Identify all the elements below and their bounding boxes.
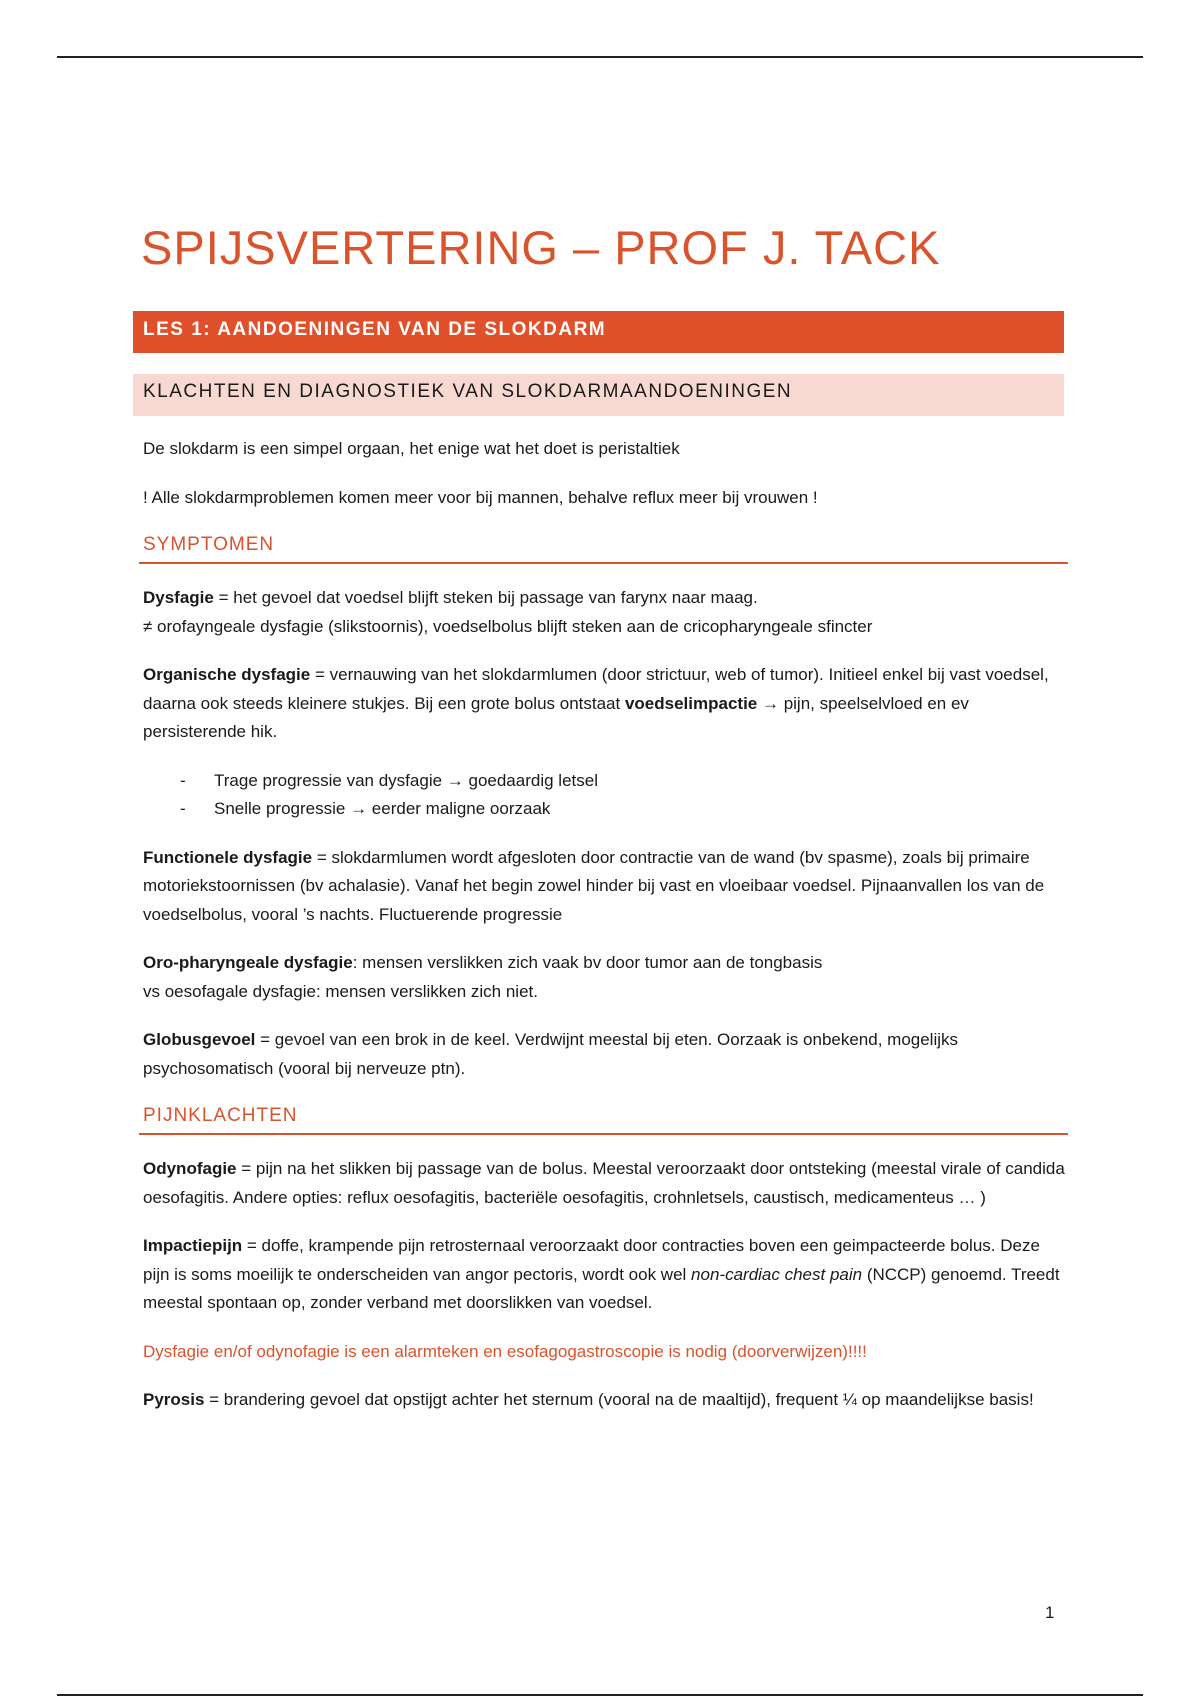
section-heading: KLACHTEN EN DIAGNOSTIEK VAN SLOKDARMAANDOENINGEN bbox=[133, 374, 1064, 416]
pyrosis-paragraph bbox=[143, 1386, 1068, 1415]
page-number: 1 bbox=[1045, 1603, 1055, 1622]
list-item: - Snelle progressie → eerder maligne oorzaak bbox=[180, 799, 551, 818]
italic-term: non-cardiac chest pain bbox=[691, 1264, 863, 1284]
definition: = vernauwing van het slokdarmlumen (door strictuur, web of tumor). Initieel enkel bij vast voedsel, daarna ook steeds kleinere stukjes. Bij een grote bolus ontstaat bbox=[143, 665, 1049, 713]
odynofagie-paragraph bbox=[143, 1155, 1068, 1212]
document-title: SPIJSVERTERING – PROF J. TACK bbox=[141, 221, 941, 274]
term: voedselimpactie bbox=[624, 693, 758, 713]
dysfagie-paragraph bbox=[143, 584, 1068, 641]
subheading-pijnklachten: PIJNKLACHTEN bbox=[139, 1103, 1068, 1135]
term: Dysfagie bbox=[143, 588, 214, 607]
term: Impactiepijn bbox=[143, 1236, 243, 1255]
term: Functionele dysfagie bbox=[143, 847, 313, 867]
oropharyngeale-dysfagie-paragraph bbox=[143, 949, 1068, 1006]
definition: → pijn, speelselvloed en ev persisterende hik. bbox=[143, 693, 969, 741]
note-paragraph: ! Alle slokdarmproblemen komen meer voor bij mannen, behalve reflux meer bij vrouwen ! bbox=[143, 487, 818, 507]
intro-paragraph: De slokdarm is een simpel orgaan, het enige wat het doet is peristaltiek bbox=[143, 439, 680, 458]
list-item-text: Trage progressie van dysfagie → goedaardig letsel bbox=[214, 770, 598, 790]
definition-note: vs oesofagale dysfagie: mensen verslikken zich niet. bbox=[143, 981, 538, 1001]
list-item-text: Snelle progressie → eerder maligne oorzaak bbox=[214, 799, 551, 818]
impactiepijn-paragraph bbox=[143, 1232, 1068, 1318]
definition: = het gevoel dat voedsel blijft steken bij passage van farynx naar maag. bbox=[213, 588, 758, 607]
organische-dysfagie-paragraph bbox=[143, 661, 1068, 747]
term: Odynofagie bbox=[143, 1159, 237, 1178]
bottom-rule bbox=[57, 1694, 1143, 1696]
subheading-symptomen: SYMPTOMEN bbox=[139, 532, 1068, 564]
progression-list bbox=[143, 767, 1068, 824]
top-rule bbox=[57, 56, 1143, 58]
definition: = brandering gevoel dat opstijgt achter het sternum (vooral na de maaltijd), frequent ¼ op maandelijkse basis! bbox=[204, 1390, 1034, 1409]
definition-note: ≠ orofayngeale dysfagie (slikstoornis), voedselbolus blijft steken aan de cricopharyngeale sfincter bbox=[143, 616, 873, 636]
term: Oro-pharyngeale dysfagie bbox=[143, 953, 353, 972]
term: Globusgevoel bbox=[143, 1030, 256, 1049]
definition: (NCCP) genoemd. Treedt meestal spontaan op, zonder verband met doorslikken van voedsel. bbox=[143, 1264, 1060, 1312]
lesson-heading: LES 1: AANDOENINGEN VAN DE SLOKDARM bbox=[133, 311, 1064, 353]
term: Organische dysfagie bbox=[143, 665, 311, 684]
definition: = pijn na het slikken bij passage van de bolus. Meestal veroorzaakt door ontsteking (meestal virale of candida oesofagitis. Andere opties: reflux oesofagitis, bacteriële oesofagitis, crohnletsels, caustisch, medicamenteus … ) bbox=[143, 1159, 1065, 1207]
list-item: - Trage progressie van dysfagie → goedaardig letsel bbox=[180, 770, 598, 790]
functionele-dysfagie-paragraph bbox=[143, 844, 1068, 930]
definition: : mensen verslikken zich vaak bv door tumor aan de tongbasis bbox=[352, 953, 823, 972]
alarm-note: Dysfagie en/of odynofagie is een alarmteken en esofagogastroscopie is nodig (doorverwijzen)!!!! bbox=[143, 1341, 867, 1361]
document-body bbox=[143, 435, 1068, 1435]
term: Pyrosis bbox=[143, 1390, 205, 1409]
definition: = gevoel van een brok in de keel. Verdwijnt meestal bij eten. Oorzaak is onbekend, mogelijks psychosomatisch (vooral bij nerveuze ptn). bbox=[143, 1030, 959, 1078]
definition: = doffe, krampende pijn retrosternaal veroorzaakt door contracties boven een geimpacteerde bolus. Deze pijn is soms moeilijk te onderscheiden van angor pectoris, wordt ook wel bbox=[143, 1236, 1040, 1284]
definition: = slokdarmlumen wordt afgesloten door contractie van de wand (bv spasme), zoals bij primaire motoriekstoornissen (bv achalasie). Vanaf het begin zowel hinder bij vast en vloeibaar voedsel. Pijnaanvallen los van de voedselbolus, vooral ’s nachts. Fluctuerende progressie bbox=[143, 847, 1045, 924]
globusgevoel-paragraph bbox=[143, 1026, 1068, 1083]
